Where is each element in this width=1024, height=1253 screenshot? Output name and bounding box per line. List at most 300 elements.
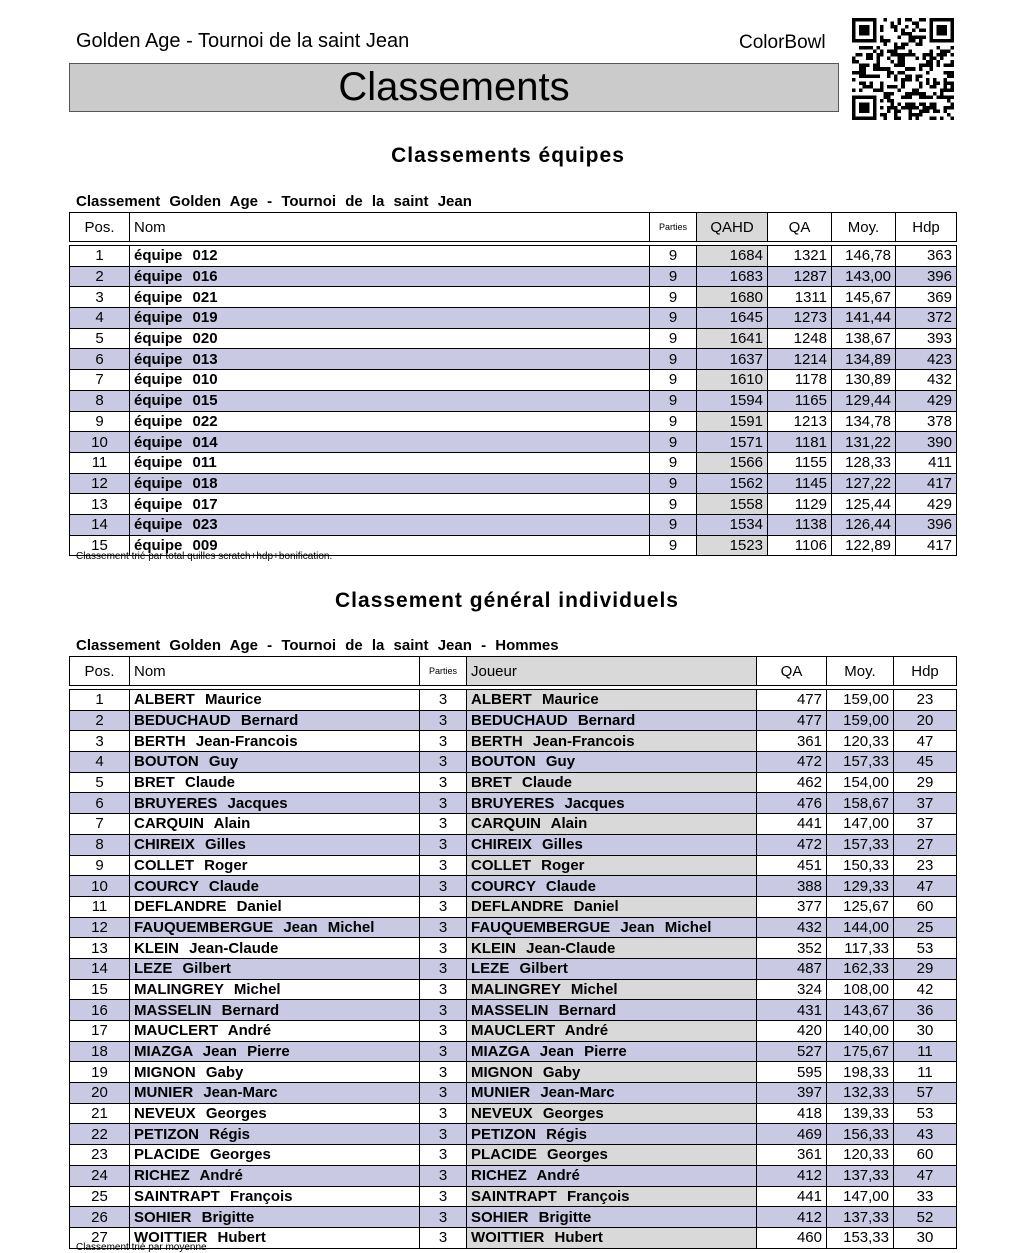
cell-hdp: 60 bbox=[894, 896, 957, 917]
cell-pos: 19 bbox=[70, 1062, 130, 1083]
individuals-footnote: Classement trié par moyenne bbox=[76, 1242, 207, 1253]
table-row bbox=[70, 328, 957, 349]
table-row bbox=[70, 814, 957, 835]
cell-avg: 137,33 bbox=[827, 1165, 894, 1186]
table-row bbox=[70, 772, 957, 793]
cell-pos: 16 bbox=[70, 1000, 130, 1021]
cell-pos: 4 bbox=[70, 752, 130, 773]
cell-qa: 1129 bbox=[768, 494, 832, 515]
table-row bbox=[70, 432, 957, 453]
cell-qa: 1321 bbox=[768, 246, 832, 267]
cell-qa: 595 bbox=[757, 1062, 827, 1083]
table-row bbox=[70, 390, 957, 411]
table-row bbox=[70, 370, 957, 391]
cell-hdp: 30 bbox=[894, 1021, 957, 1042]
cell-hdp: 47 bbox=[894, 876, 957, 897]
cell-player: MIGNON Gaby bbox=[467, 1062, 757, 1083]
cell-qa: 418 bbox=[757, 1103, 827, 1124]
cell-name: NEVEUX Georges bbox=[130, 1103, 420, 1124]
cell-avg: 157,33 bbox=[827, 752, 894, 773]
cell-games: 9 bbox=[650, 411, 697, 432]
cell-team-name: équipe 016 bbox=[130, 266, 650, 287]
cell-qahd: 1591 bbox=[697, 411, 768, 432]
cell-qa: 441 bbox=[757, 814, 827, 835]
cell-player: CARQUIN Alain bbox=[467, 814, 757, 835]
cell-hdp: 52 bbox=[894, 1207, 957, 1228]
cell-player: MIAZGA Jean Pierre bbox=[467, 1041, 757, 1062]
cell-team-name: équipe 011 bbox=[130, 452, 650, 473]
cell-player: CHIREIX Gilles bbox=[467, 834, 757, 855]
cell-avg: 154,00 bbox=[827, 772, 894, 793]
cell-pos: 3 bbox=[70, 731, 130, 752]
col-header-pos: Pos. bbox=[70, 657, 130, 686]
cell-player: DEFLANDRE Daniel bbox=[467, 896, 757, 917]
cell-name: DEFLANDRE Daniel bbox=[130, 896, 420, 917]
cell-hdp: 60 bbox=[894, 1145, 957, 1166]
cell-qahd: 1680 bbox=[697, 287, 768, 308]
cell-hdp: 27 bbox=[894, 834, 957, 855]
cell-qa: 432 bbox=[757, 917, 827, 938]
cell-player: BRUYERES Jacques bbox=[467, 793, 757, 814]
cell-avg: 134,78 bbox=[832, 411, 896, 432]
cell-name: MAUCLERT André bbox=[130, 1021, 420, 1042]
cell-avg: 159,00 bbox=[827, 710, 894, 731]
cell-avg: 146,78 bbox=[832, 246, 896, 267]
table-row bbox=[70, 855, 957, 876]
cell-team-name: équipe 019 bbox=[130, 308, 650, 329]
table-row bbox=[70, 710, 957, 731]
table-row bbox=[70, 1165, 957, 1186]
cell-games: 3 bbox=[420, 690, 467, 711]
cell-qa: 462 bbox=[757, 772, 827, 793]
cell-player: BRET Claude bbox=[467, 772, 757, 793]
table-header-row bbox=[70, 657, 957, 686]
cell-hdp: 23 bbox=[894, 855, 957, 876]
cell-avg: 125,44 bbox=[832, 494, 896, 515]
cell-player: BOUTON Guy bbox=[467, 752, 757, 773]
cell-hdp: 23 bbox=[894, 690, 957, 711]
cell-avg: 125,67 bbox=[827, 896, 894, 917]
table-row bbox=[70, 979, 957, 1000]
cell-player: COLLET Roger bbox=[467, 855, 757, 876]
col-header-hdp: Hdp bbox=[894, 657, 957, 686]
table-row bbox=[70, 246, 957, 267]
cell-pos: 12 bbox=[70, 473, 130, 494]
teams-ranking-table bbox=[69, 212, 957, 556]
cell-qa: 460 bbox=[757, 1227, 827, 1248]
cell-qa: 1273 bbox=[768, 308, 832, 329]
cell-games: 3 bbox=[420, 1227, 467, 1248]
cell-name: LEZE Gilbert bbox=[130, 958, 420, 979]
cell-avg: 120,33 bbox=[827, 731, 894, 752]
cell-avg: 122,89 bbox=[832, 535, 896, 556]
cell-games: 3 bbox=[420, 917, 467, 938]
cell-avg: 157,33 bbox=[827, 834, 894, 855]
table-row bbox=[70, 896, 957, 917]
brand-name: ColorBowl bbox=[739, 32, 826, 53]
cell-pos: 15 bbox=[70, 979, 130, 1000]
table-row bbox=[70, 1083, 957, 1104]
cell-avg: 158,67 bbox=[827, 793, 894, 814]
table-row bbox=[70, 308, 957, 329]
cell-avg: 162,33 bbox=[827, 958, 894, 979]
cell-qa: 527 bbox=[757, 1041, 827, 1062]
cell-qa: 420 bbox=[757, 1021, 827, 1042]
cell-games: 3 bbox=[420, 1000, 467, 1021]
cell-games: 3 bbox=[420, 710, 467, 731]
cell-hdp: 36 bbox=[894, 1000, 957, 1021]
cell-name: MIGNON Gaby bbox=[130, 1062, 420, 1083]
cell-name: MASSELIN Bernard bbox=[130, 1000, 420, 1021]
cell-pos: 18 bbox=[70, 1041, 130, 1062]
cell-avg: 159,00 bbox=[827, 690, 894, 711]
cell-name: ALBERT Maurice bbox=[130, 690, 420, 711]
cell-pos: 4 bbox=[70, 308, 130, 329]
cell-team-name: équipe 012 bbox=[130, 246, 650, 267]
col-header-player: Joueur bbox=[467, 657, 757, 686]
cell-qahd: 1523 bbox=[697, 535, 768, 556]
col-header-hdp: Hdp bbox=[896, 213, 957, 242]
cell-name: CHIREIX Gilles bbox=[130, 834, 420, 855]
cell-name: RICHEZ André bbox=[130, 1165, 420, 1186]
table-row bbox=[70, 958, 957, 979]
col-header-games: Parties bbox=[420, 657, 467, 686]
cell-games: 3 bbox=[420, 1103, 467, 1124]
table-row bbox=[70, 1041, 957, 1062]
table-row bbox=[70, 452, 957, 473]
cell-games: 3 bbox=[420, 772, 467, 793]
cell-avg: 141,44 bbox=[832, 308, 896, 329]
cell-qahd: 1610 bbox=[697, 370, 768, 391]
cell-pos: 9 bbox=[70, 411, 130, 432]
cell-games: 3 bbox=[420, 1207, 467, 1228]
cell-avg: 129,33 bbox=[827, 876, 894, 897]
cell-pos: 24 bbox=[70, 1165, 130, 1186]
cell-name: BRUYERES Jacques bbox=[130, 793, 420, 814]
cell-hdp: 411 bbox=[896, 452, 957, 473]
col-header-qa: QA bbox=[757, 657, 827, 686]
cell-qahd: 1534 bbox=[697, 514, 768, 535]
cell-player: SOHIER Brigitte bbox=[467, 1207, 757, 1228]
cell-games: 3 bbox=[420, 1186, 467, 1207]
cell-name: SOHIER Brigitte bbox=[130, 1207, 420, 1228]
cell-pos: 2 bbox=[70, 710, 130, 731]
cell-games: 9 bbox=[650, 328, 697, 349]
cell-pos: 13 bbox=[70, 938, 130, 959]
cell-pos: 7 bbox=[70, 814, 130, 835]
cell-player: COURCY Claude bbox=[467, 876, 757, 897]
table-row bbox=[70, 473, 957, 494]
cell-hdp: 11 bbox=[894, 1062, 957, 1083]
cell-qa: 1138 bbox=[768, 514, 832, 535]
cell-hdp: 372 bbox=[896, 308, 957, 329]
cell-hdp: 29 bbox=[894, 958, 957, 979]
cell-player: SAINTRAPT François bbox=[467, 1186, 757, 1207]
cell-qahd: 1558 bbox=[697, 494, 768, 515]
cell-qa: 1248 bbox=[768, 328, 832, 349]
cell-hdp: 432 bbox=[896, 370, 957, 391]
cell-name: BRET Claude bbox=[130, 772, 420, 793]
table-row bbox=[70, 1124, 957, 1145]
cell-pos: 7 bbox=[70, 370, 130, 391]
cell-pos: 23 bbox=[70, 1145, 130, 1166]
cell-games: 9 bbox=[650, 452, 697, 473]
cell-games: 9 bbox=[650, 494, 697, 515]
cell-name: MIAZGA Jean Pierre bbox=[130, 1041, 420, 1062]
cell-name: PLACIDE Georges bbox=[130, 1145, 420, 1166]
cell-avg: 140,00 bbox=[827, 1021, 894, 1042]
cell-games: 3 bbox=[420, 979, 467, 1000]
cell-qa: 1165 bbox=[768, 390, 832, 411]
cell-name: BEDUCHAUD Bernard bbox=[130, 710, 420, 731]
cell-games: 3 bbox=[420, 1124, 467, 1145]
cell-name: BOUTON Guy bbox=[130, 752, 420, 773]
cell-qa: 397 bbox=[757, 1083, 827, 1104]
table-row bbox=[70, 793, 957, 814]
cell-player: ALBERT Maurice bbox=[467, 690, 757, 711]
col-header-name: Nom bbox=[130, 657, 420, 686]
table-row bbox=[70, 917, 957, 938]
cell-pos: 5 bbox=[70, 328, 130, 349]
cell-name: MUNIER Jean-Marc bbox=[130, 1083, 420, 1104]
cell-pos: 15 bbox=[70, 535, 130, 556]
cell-games: 9 bbox=[650, 370, 697, 391]
cell-pos: 14 bbox=[70, 958, 130, 979]
cell-name: KLEIN Jean-Claude bbox=[130, 938, 420, 959]
cell-hdp: 37 bbox=[894, 814, 957, 835]
cell-hdp: 42 bbox=[894, 979, 957, 1000]
teams-footnote: Classement trié par total quilles scratch+hdp+bonification. bbox=[76, 551, 333, 562]
cell-team-name: équipe 021 bbox=[130, 287, 650, 308]
cell-pos: 22 bbox=[70, 1124, 130, 1145]
cell-pos: 8 bbox=[70, 390, 130, 411]
cell-hdp: 57 bbox=[894, 1083, 957, 1104]
cell-player: MASSELIN Bernard bbox=[467, 1000, 757, 1021]
cell-qahd: 1566 bbox=[697, 452, 768, 473]
cell-qa: 1178 bbox=[768, 370, 832, 391]
cell-team-name: équipe 023 bbox=[130, 514, 650, 535]
cell-team-name: équipe 018 bbox=[130, 473, 650, 494]
event-title: Golden Age - Tournoi de la saint Jean bbox=[76, 30, 410, 52]
cell-player: KLEIN Jean-Claude bbox=[467, 938, 757, 959]
cell-qa: 477 bbox=[757, 710, 827, 731]
table-row bbox=[70, 1186, 957, 1207]
cell-avg: 198,33 bbox=[827, 1062, 894, 1083]
cell-pos: 8 bbox=[70, 834, 130, 855]
cell-avg: 143,67 bbox=[827, 1000, 894, 1021]
cell-avg: 130,89 bbox=[832, 370, 896, 391]
cell-qahd: 1684 bbox=[697, 246, 768, 267]
cell-games: 3 bbox=[420, 793, 467, 814]
cell-pos: 26 bbox=[70, 1207, 130, 1228]
teams-section-title: Classements équipes bbox=[391, 144, 625, 167]
cell-hdp: 30 bbox=[894, 1227, 957, 1248]
cell-pos: 25 bbox=[70, 1186, 130, 1207]
cell-qa: 1311 bbox=[768, 287, 832, 308]
table-row bbox=[70, 349, 957, 370]
cell-player: RICHEZ André bbox=[467, 1165, 757, 1186]
cell-avg: 131,22 bbox=[832, 432, 896, 453]
cell-games: 3 bbox=[420, 958, 467, 979]
cell-team-name: équipe 020 bbox=[130, 328, 650, 349]
cell-hdp: 43 bbox=[894, 1124, 957, 1145]
cell-avg: 150,33 bbox=[827, 855, 894, 876]
col-header-avg: Moy. bbox=[827, 657, 894, 686]
cell-hdp: 11 bbox=[894, 1041, 957, 1062]
cell-hdp: 396 bbox=[896, 514, 957, 535]
cell-player: MUNIER Jean-Marc bbox=[467, 1083, 757, 1104]
cell-avg: 126,44 bbox=[832, 514, 896, 535]
cell-name: CARQUIN Alain bbox=[130, 814, 420, 835]
table-row bbox=[70, 287, 957, 308]
qr-code-icon bbox=[852, 18, 954, 120]
table-header-row bbox=[70, 213, 957, 242]
cell-pos: 3 bbox=[70, 287, 130, 308]
cell-avg: 147,00 bbox=[827, 814, 894, 835]
cell-hdp: 20 bbox=[894, 710, 957, 731]
cell-qa: 477 bbox=[757, 690, 827, 711]
cell-player: PETIZON Régis bbox=[467, 1124, 757, 1145]
cell-player: NEVEUX Georges bbox=[467, 1103, 757, 1124]
cell-avg: 138,67 bbox=[832, 328, 896, 349]
cell-name: MALINGREY Michel bbox=[130, 979, 420, 1000]
cell-player: LEZE Gilbert bbox=[467, 958, 757, 979]
cell-games: 9 bbox=[650, 349, 697, 370]
cell-name: FAUQUEMBERGUE Jean Michel bbox=[130, 917, 420, 938]
cell-games: 9 bbox=[650, 287, 697, 308]
cell-qa: 361 bbox=[757, 731, 827, 752]
cell-avg: 147,00 bbox=[827, 1186, 894, 1207]
table-row bbox=[70, 1103, 957, 1124]
table-row bbox=[70, 876, 957, 897]
cell-hdp: 29 bbox=[894, 772, 957, 793]
col-header-qahd: QAHD bbox=[697, 213, 768, 242]
cell-avg: 153,33 bbox=[827, 1227, 894, 1248]
cell-games: 3 bbox=[420, 1021, 467, 1042]
cell-avg: 128,33 bbox=[832, 452, 896, 473]
cell-pos: 17 bbox=[70, 1021, 130, 1042]
cell-avg: 117,33 bbox=[827, 938, 894, 959]
cell-pos: 6 bbox=[70, 349, 130, 370]
cell-avg: 156,33 bbox=[827, 1124, 894, 1145]
page-title: Classements bbox=[69, 63, 839, 112]
cell-avg: 134,89 bbox=[832, 349, 896, 370]
cell-qa: 472 bbox=[757, 752, 827, 773]
cell-games: 3 bbox=[420, 814, 467, 835]
cell-team-name: équipe 013 bbox=[130, 349, 650, 370]
cell-player: MAUCLERT André bbox=[467, 1021, 757, 1042]
cell-qahd: 1637 bbox=[697, 349, 768, 370]
col-header-games: Parties bbox=[650, 213, 697, 242]
table-row bbox=[70, 690, 957, 711]
cell-pos: 14 bbox=[70, 514, 130, 535]
cell-games: 9 bbox=[650, 246, 697, 267]
col-header-name: Nom bbox=[130, 213, 650, 242]
cell-qa: 1287 bbox=[768, 266, 832, 287]
cell-games: 3 bbox=[420, 896, 467, 917]
cell-name: SAINTRAPT François bbox=[130, 1186, 420, 1207]
col-header-qa: QA bbox=[768, 213, 832, 242]
cell-name: COURCY Claude bbox=[130, 876, 420, 897]
cell-team-name: équipe 014 bbox=[130, 432, 650, 453]
cell-avg: 143,00 bbox=[832, 266, 896, 287]
cell-qa: 431 bbox=[757, 1000, 827, 1021]
cell-hdp: 423 bbox=[896, 349, 957, 370]
cell-hdp: 390 bbox=[896, 432, 957, 453]
table-row bbox=[70, 1145, 957, 1166]
table-row bbox=[70, 938, 957, 959]
cell-games: 3 bbox=[420, 938, 467, 959]
cell-pos: 5 bbox=[70, 772, 130, 793]
cell-hdp: 417 bbox=[896, 535, 957, 556]
cell-name: COLLET Roger bbox=[130, 855, 420, 876]
col-header-pos: Pos. bbox=[70, 213, 130, 242]
cell-games: 3 bbox=[420, 855, 467, 876]
cell-team-name: équipe 022 bbox=[130, 411, 650, 432]
cell-hdp: 47 bbox=[894, 731, 957, 752]
table-row bbox=[70, 752, 957, 773]
cell-games: 3 bbox=[420, 1083, 467, 1104]
cell-games: 9 bbox=[650, 266, 697, 287]
cell-avg: 139,33 bbox=[827, 1103, 894, 1124]
cell-hdp: 369 bbox=[896, 287, 957, 308]
cell-avg: 129,44 bbox=[832, 390, 896, 411]
cell-pos: 1 bbox=[70, 246, 130, 267]
cell-hdp: 417 bbox=[896, 473, 957, 494]
cell-qahd: 1641 bbox=[697, 328, 768, 349]
cell-hdp: 25 bbox=[894, 917, 957, 938]
cell-avg: 137,33 bbox=[827, 1207, 894, 1228]
cell-team-name: équipe 010 bbox=[130, 370, 650, 391]
cell-qa: 324 bbox=[757, 979, 827, 1000]
individuals-table-caption: Classement Golden Age - Tournoi de la saint Jean - Hommes bbox=[76, 637, 559, 654]
cell-player: BEDUCHAUD Bernard bbox=[467, 710, 757, 731]
cell-qa: 1106 bbox=[768, 535, 832, 556]
cell-hdp: 396 bbox=[896, 266, 957, 287]
cell-qa: 1155 bbox=[768, 452, 832, 473]
cell-qahd: 1645 bbox=[697, 308, 768, 329]
table-row bbox=[70, 731, 957, 752]
cell-pos: 13 bbox=[70, 494, 130, 515]
cell-hdp: 47 bbox=[894, 1165, 957, 1186]
cell-avg: 132,33 bbox=[827, 1083, 894, 1104]
cell-qa: 1214 bbox=[768, 349, 832, 370]
cell-qa: 388 bbox=[757, 876, 827, 897]
table-row bbox=[70, 494, 957, 515]
cell-games: 3 bbox=[420, 1041, 467, 1062]
cell-games: 9 bbox=[650, 535, 697, 556]
cell-qa: 487 bbox=[757, 958, 827, 979]
table-row bbox=[70, 1062, 957, 1083]
cell-avg: 108,00 bbox=[827, 979, 894, 1000]
cell-avg: 175,67 bbox=[827, 1041, 894, 1062]
cell-games: 9 bbox=[650, 473, 697, 494]
cell-qa: 1213 bbox=[768, 411, 832, 432]
cell-pos: 10 bbox=[70, 432, 130, 453]
cell-qa: 352 bbox=[757, 938, 827, 959]
cell-games: 3 bbox=[420, 1145, 467, 1166]
cell-games: 9 bbox=[650, 308, 697, 329]
table-row bbox=[70, 411, 957, 432]
cell-games: 3 bbox=[420, 752, 467, 773]
cell-hdp: 429 bbox=[896, 390, 957, 411]
individuals-ranking-table bbox=[69, 656, 957, 1249]
cell-team-name: équipe 009 bbox=[130, 535, 650, 556]
cell-hdp: 378 bbox=[896, 411, 957, 432]
cell-qahd: 1594 bbox=[697, 390, 768, 411]
cell-games: 3 bbox=[420, 1165, 467, 1186]
cell-pos: 21 bbox=[70, 1103, 130, 1124]
